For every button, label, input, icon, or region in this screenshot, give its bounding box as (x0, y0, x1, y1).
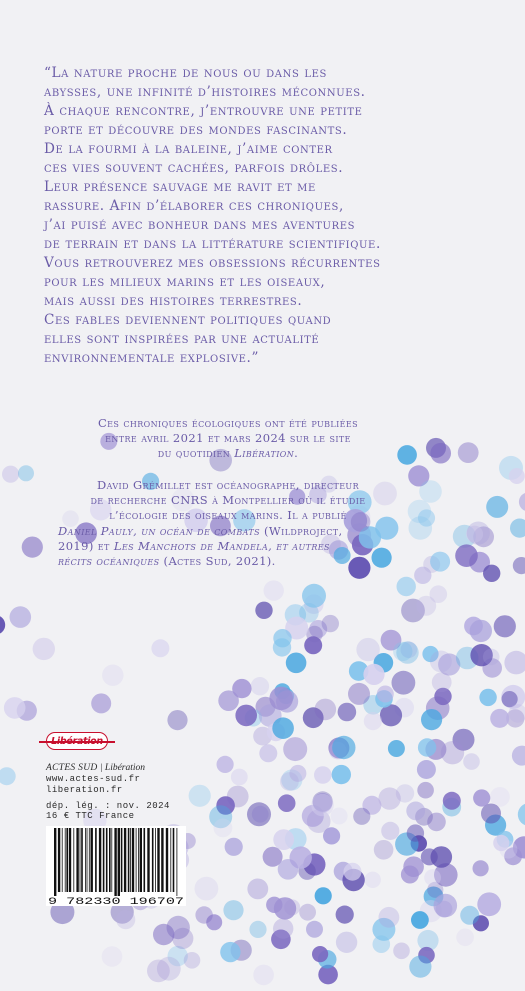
quote-line: environnementale explosive.” (44, 350, 260, 366)
confetti-dot (249, 921, 266, 938)
confetti-dot (363, 664, 384, 685)
quote-line: porte et découvre des mondes fascinants. (44, 122, 348, 138)
confetti-dot (259, 744, 277, 762)
confetti-dot (353, 808, 370, 825)
confetti-dot (460, 906, 479, 925)
confetti-dot (22, 537, 43, 558)
bio-line-3: l’écologie des oiseaux marins. Il a publié (109, 508, 347, 523)
barcode-bar (95, 828, 97, 892)
confetti-dot (91, 693, 111, 713)
confetti-dot (273, 638, 291, 656)
confetti-dot (0, 615, 5, 634)
barcode-bar (111, 828, 112, 892)
confetti-dot (223, 900, 243, 920)
confetti-dot (332, 736, 355, 759)
confetti-dot (377, 686, 394, 703)
confetti-dot (481, 804, 501, 824)
quote-line: mais aussi des histoires terrestres. (44, 293, 303, 309)
barcode-bar (69, 828, 71, 892)
confetti-dot (388, 740, 405, 757)
confetti-dot (247, 802, 271, 826)
barcode-bar (103, 828, 105, 892)
confetti-dot (479, 689, 496, 706)
confetti-dot (2, 466, 19, 483)
confetti-dot (336, 932, 357, 953)
confetti-dot (269, 687, 293, 711)
barcode-bar (161, 828, 163, 892)
confetti-dot (364, 712, 382, 730)
confetti-dot (499, 841, 517, 859)
quote-line: À chaque rencontre, j’entrouvre une petite (44, 103, 363, 119)
barcode-bar (157, 828, 159, 892)
quote-line: pour les milieux marins et les oiseaux, (44, 274, 326, 290)
confetti-dot (455, 544, 478, 567)
quote-line: j’ai puisé avec bonheur dans mes aventures (44, 217, 356, 233)
confetti-dot (338, 703, 357, 722)
confetti-dot (397, 577, 416, 596)
barcode-bar (109, 828, 111, 892)
confetti-dot (304, 636, 322, 654)
barcode-bar (170, 828, 171, 892)
barcode-bar (152, 828, 154, 892)
confetti-dot (513, 557, 525, 574)
confetti-dot (470, 620, 492, 642)
confetti-dot (407, 824, 424, 841)
confetti-dot (467, 522, 490, 545)
publication-note (58, 416, 398, 462)
barcode-bar (58, 828, 60, 892)
confetti-dot (332, 765, 351, 784)
confetti-dot (512, 746, 525, 766)
confetti-dot (33, 638, 55, 660)
confetti-dot (299, 904, 316, 921)
confetti-dot (490, 709, 509, 728)
quote-line: De la fourmi à la baleine, j’aime conter (44, 141, 333, 157)
confetti-dot (312, 946, 328, 962)
confetti-dot (456, 929, 474, 947)
confetti-dot (217, 756, 234, 773)
confetti-dot (421, 709, 442, 730)
confetti-dot (473, 789, 490, 806)
confetti-dot (418, 738, 436, 756)
confetti-dot (283, 737, 307, 761)
confetti-dot (322, 615, 339, 632)
barcode-bar (130, 828, 131, 892)
barcode-bar (65, 828, 66, 892)
confetti-dot (9, 606, 31, 628)
confetti-dot (227, 786, 249, 808)
confetti-dot (189, 785, 211, 807)
confetti-dot (253, 965, 274, 986)
confetti-dot (477, 892, 501, 916)
liberation-logo (46, 732, 108, 750)
confetti-dot (419, 480, 442, 503)
confetti-dot (411, 911, 429, 929)
confetti-dot (280, 772, 299, 791)
bio-line-4: Daniel Pauly, un océan de combats (Wildproject, (58, 523, 343, 538)
confetti-dot (102, 946, 123, 967)
url-actes-sud: www.actes-sud.fr (46, 774, 141, 784)
confetti-dot (443, 792, 461, 810)
barcode-bar (124, 828, 126, 892)
confetti-dot (365, 872, 381, 888)
quote-line: Vous retrouverez mes obsessions récurrentes (44, 255, 381, 271)
url-liberation: liberation.fr (46, 784, 123, 795)
confetti-dot (463, 753, 480, 770)
confetti-dot (396, 641, 418, 663)
confetti-dot (483, 649, 500, 666)
quote-line: Ces fables deviennent politiques quand (44, 312, 332, 328)
barcode-bar (85, 828, 86, 892)
confetti-dot (431, 846, 453, 868)
confetti-dot (483, 565, 500, 582)
confetti-dot (272, 717, 294, 739)
confetti-dot (286, 653, 307, 674)
confetti-dot (409, 516, 433, 540)
confetti-dot (235, 705, 257, 727)
quote-line: “La nature proche de nous ou dans les (44, 65, 327, 81)
confetti-dot (427, 813, 446, 832)
author-bio (58, 478, 398, 569)
price: 16 € TTC France (46, 811, 135, 822)
legal-deposit: dép. lég. : nov. 2024 (46, 800, 170, 811)
confetti-dot (231, 769, 248, 786)
bio-line-1: David Grémillet est océanographe, directeur (96, 478, 360, 492)
bio-line-6: récits océaniques (Actes Sud, 2021). (58, 554, 276, 569)
confetti-dot (151, 639, 169, 657)
barcode-bar (81, 828, 83, 892)
confetti-dot (225, 838, 243, 856)
bio-line-2: de recherche CNRS à Montpellier où il étudie (90, 493, 366, 508)
barcode-bar (144, 828, 146, 892)
barcode-bar (132, 828, 134, 892)
back-cover-quote (44, 64, 484, 368)
confetti-dot (409, 956, 431, 978)
confetti-dot (518, 803, 525, 826)
confetti-dot (430, 651, 452, 673)
barcode-bar (73, 828, 74, 892)
confetti-dot (273, 829, 294, 850)
barcode (46, 826, 186, 906)
confetti-dot (315, 887, 332, 904)
confetti-dot (0, 767, 16, 785)
confetti-dot (311, 794, 334, 817)
confetti-dot (379, 907, 400, 928)
confetti-dot (401, 866, 419, 884)
barcode-bar (147, 828, 149, 892)
barcode-bar (173, 828, 175, 892)
barcode-bar (138, 828, 139, 892)
publication-line-3: du quotidien Libération. (157, 446, 299, 461)
barcode-bar (80, 828, 81, 892)
confetti-dot (494, 615, 516, 637)
confetti-dot (519, 492, 525, 511)
barcode-bar (106, 828, 108, 892)
confetti-dot (417, 782, 434, 799)
confetti-dot (195, 906, 212, 923)
confetti-dot (486, 496, 508, 518)
barcode-digits: 9 782330 196707 (48, 896, 184, 906)
barcode-bar (89, 828, 90, 892)
confetti-dot (373, 935, 391, 953)
confetti-dot (432, 672, 452, 692)
confetti-dot (381, 822, 399, 840)
quote-line: elles sont inspirées par une actualité (44, 331, 320, 347)
confetti-dot (214, 819, 233, 838)
confetti-dot (4, 697, 26, 719)
confetti-dot (424, 869, 441, 886)
confetti-dot (102, 665, 123, 686)
confetti-dot (273, 918, 293, 938)
quote-line: Leur présence sauvage me ravit et me (44, 179, 316, 195)
confetti-dot (315, 699, 337, 721)
confetti-dot (392, 671, 416, 695)
confetti-dot (195, 877, 219, 901)
confetti-dot (184, 952, 201, 969)
confetti-dot (167, 710, 187, 730)
confetti-dot (441, 741, 464, 764)
confetti-dot (430, 443, 451, 464)
bio-line-5: 2019) et Les Manchots de Mandela, et autres (58, 538, 330, 553)
confetti-dot (510, 519, 525, 538)
barcode-bar (140, 828, 142, 892)
quote-line: abysses, une infinité d’histoires méconnues. (44, 84, 366, 100)
confetti-dot (306, 921, 323, 938)
barcode-bar (118, 828, 120, 896)
confetti-dot (314, 766, 332, 784)
barcode-bar (128, 828, 130, 892)
barcode-bar (54, 828, 56, 896)
barcode-bar (76, 828, 78, 892)
barcode-bar (91, 828, 93, 892)
confetti-dot (167, 916, 190, 939)
confetti-dot (356, 638, 379, 661)
confetti-dot (284, 899, 300, 915)
barcode-bar (114, 828, 116, 896)
publication-line-1: Ces chroniques écologiques ont été publiées (97, 416, 359, 430)
confetti-dot (416, 596, 436, 616)
confetti-dot (147, 960, 170, 983)
quote-line: de terrain et dans la littérature scientifique. (44, 236, 381, 252)
barcode-bar (177, 828, 178, 896)
confetti-dot (374, 840, 394, 860)
confetti-dot (414, 567, 431, 584)
confetti-dot (458, 442, 479, 463)
confetti-dot (406, 802, 425, 821)
barcode-bar (62, 828, 63, 892)
confetti-dot (509, 468, 525, 484)
confetti-dot (344, 863, 362, 881)
confetti-dot (331, 808, 348, 825)
confetti-dot (247, 879, 268, 900)
confetti-dot (278, 859, 299, 880)
confetti-dot (278, 794, 296, 812)
barcode-bar (66, 828, 68, 892)
confetti-dot (504, 651, 525, 675)
barcode-bar (87, 828, 88, 892)
quote-line: ces vies souvent cachées, parfois drôles. (44, 160, 344, 176)
confetti-dot (232, 679, 251, 698)
confetti-dot (417, 760, 436, 779)
confetti-dot (430, 552, 450, 572)
confetti-dot (264, 580, 284, 600)
confetti-dot (336, 906, 354, 924)
barcode-bar (99, 828, 101, 892)
confetti-dot (220, 942, 240, 962)
barcode-bar (121, 828, 123, 892)
confetti-dot (116, 910, 135, 929)
confetti-dot (348, 683, 370, 705)
barcode-bar (136, 828, 137, 892)
confetti-dot (255, 602, 272, 619)
publication-line-2: entre avril 2021 et mars 2024 sur le site (105, 431, 351, 446)
confetti-dot (397, 445, 417, 465)
confetti-dot (18, 465, 34, 481)
confetti-dot (473, 860, 489, 876)
confetti-dot (393, 943, 410, 960)
confetti-dot (434, 894, 458, 918)
barcode-bar (155, 828, 156, 892)
confetti-dot (266, 897, 282, 913)
quote-line: rassure. Afin d’élaborer ces chroniques, (44, 198, 344, 214)
logo-text: Libération (51, 735, 103, 747)
confetti-dot (302, 584, 326, 608)
confetti-dot (378, 787, 400, 809)
barcode-bar (166, 828, 168, 892)
confetti-dot (251, 677, 269, 695)
publisher-line: ACTES SUD | Libération (46, 763, 146, 773)
